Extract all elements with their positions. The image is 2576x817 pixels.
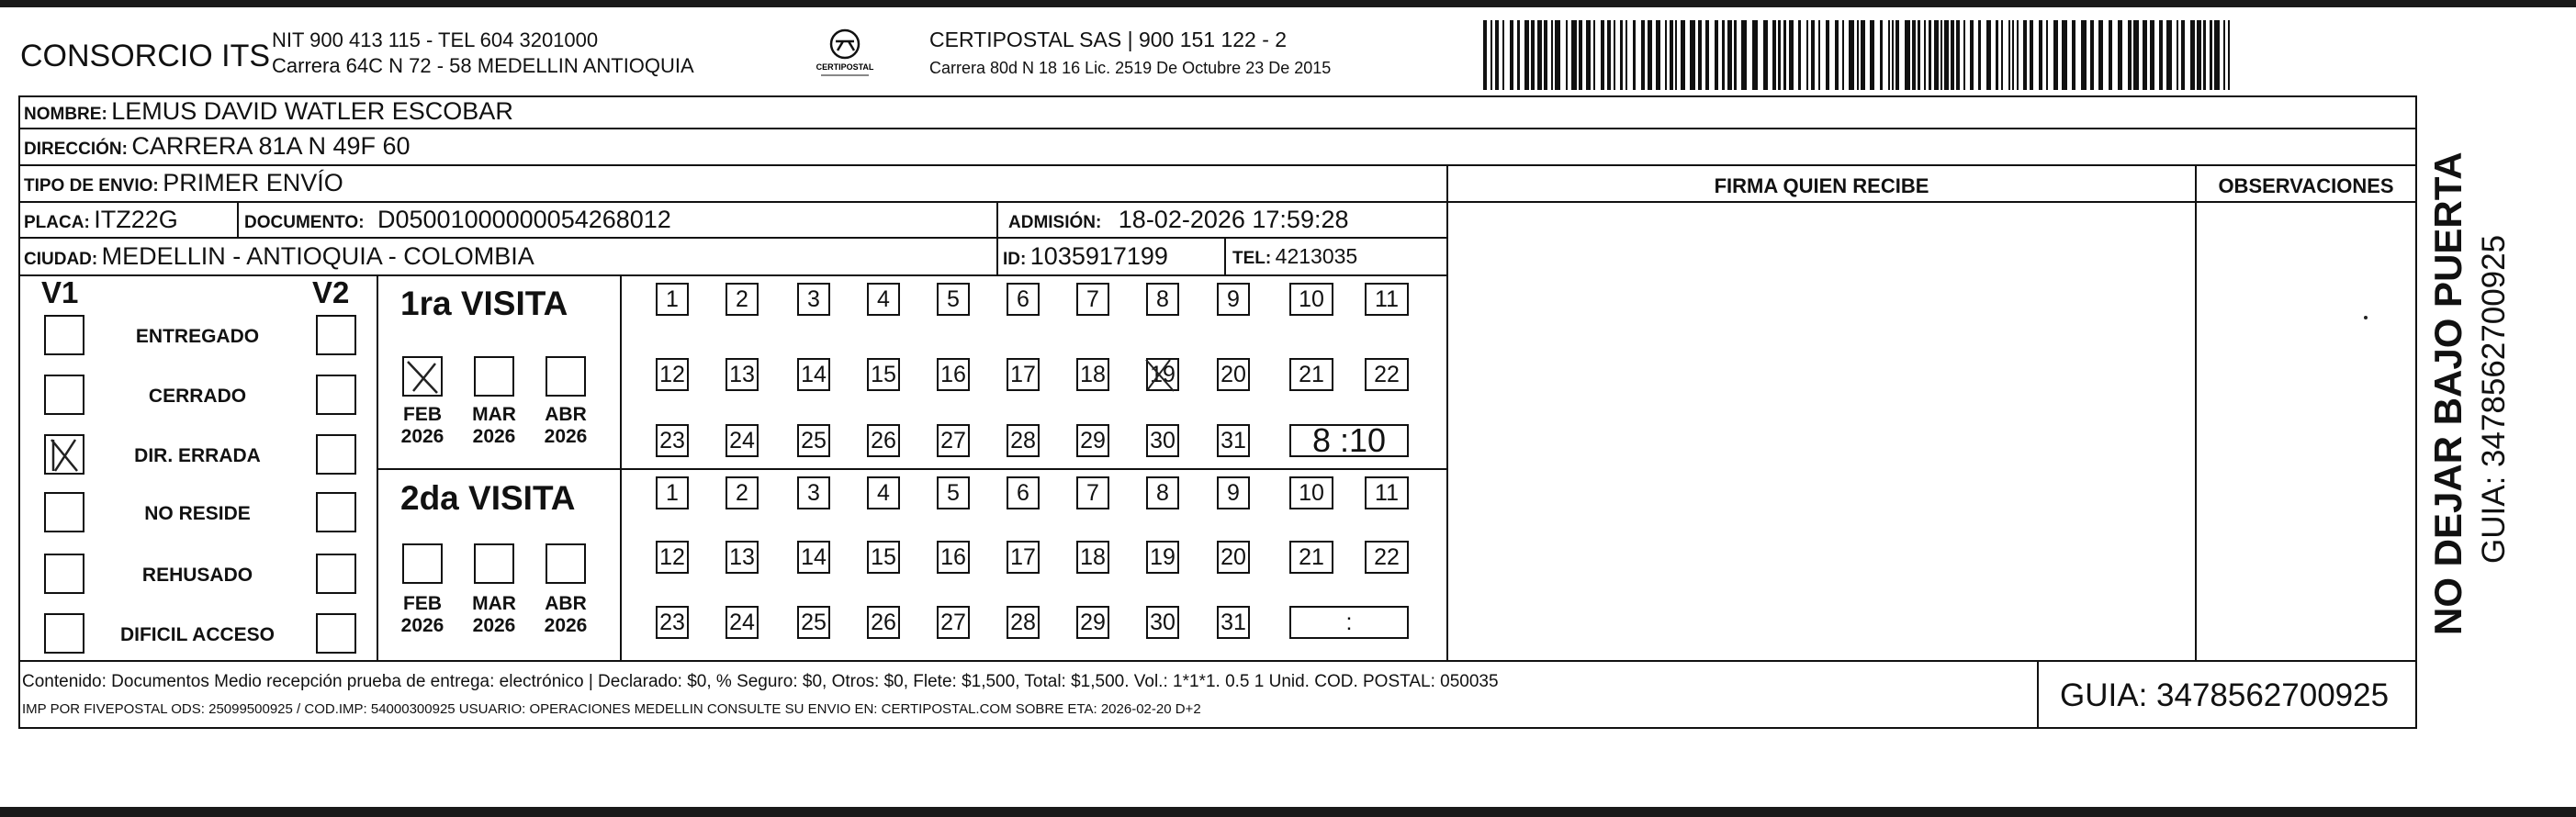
barcode-bar — [1811, 20, 1815, 90]
documento-label: DOCUMENTO: — [244, 213, 365, 232]
day-box[interactable]: 24 — [726, 424, 759, 457]
v1-checkbox[interactable] — [44, 315, 84, 355]
barcode — [1483, 20, 2232, 90]
barcode-bar — [1690, 20, 1695, 90]
observaciones-header: OBSERVACIONES — [2218, 174, 2394, 197]
status-label: NO RESIDE — [144, 503, 251, 524]
day-box[interactable]: 21 — [1289, 541, 1333, 574]
barcode-bar — [1944, 20, 1949, 90]
barcode-bar — [2008, 20, 2010, 90]
day-box[interactable]: 7 — [1076, 283, 1109, 316]
month-name: FEB — [403, 593, 442, 614]
barcode-bar — [2181, 20, 2185, 90]
day-box[interactable]: 9 — [1217, 283, 1250, 316]
month-year: 2026 — [544, 426, 588, 447]
status-label: DIFICIL ACCESO — [119, 624, 275, 645]
svg-text:CERTIPOSTAL: CERTIPOSTAL — [816, 62, 874, 72]
barcode-bar — [2166, 20, 2172, 90]
documento-value: D05001000000054268012 — [377, 206, 671, 233]
month-checkbox[interactable] — [546, 356, 586, 397]
day-box[interactable]: 13 — [726, 358, 759, 391]
tel-value: 4213035 — [1275, 244, 1358, 268]
day-box[interactable]: 30 — [1146, 424, 1179, 457]
day-box[interactable]: 21 — [1289, 358, 1333, 391]
month-year: 2026 — [472, 426, 516, 447]
barcode-bar — [1835, 20, 1839, 90]
day-box[interactable]: 28 — [1007, 606, 1040, 639]
tipo-envio-label: TIPO DE ENVIO: — [24, 176, 159, 196]
month-name: MAR — [472, 404, 516, 425]
barcode-bar — [2203, 20, 2206, 90]
placa-label: PLACA: — [24, 213, 90, 232]
barcode-bar — [1681, 20, 1685, 90]
status-label: DIR. ERRADA — [134, 445, 261, 466]
day-box[interactable]: 24 — [726, 606, 759, 639]
visit-title: 2da VISITA — [400, 479, 576, 517]
v2-header: V2 — [312, 275, 350, 309]
barcode-bar — [1880, 20, 1883, 90]
day-box[interactable]: 23 — [656, 606, 689, 639]
day-box[interactable]: 9 — [1217, 476, 1250, 509]
month-year: 2026 — [400, 615, 444, 636]
month-checkbox[interactable] — [402, 543, 443, 584]
barcode-bar — [1483, 20, 1487, 90]
barcode-bar — [2128, 20, 2132, 90]
day-box[interactable]: 4 — [867, 476, 900, 509]
barcode-bar — [2017, 20, 2019, 90]
barcode-bar — [2210, 20, 2212, 90]
barcode-bar — [2133, 20, 2139, 90]
barcode-bar — [1510, 20, 1513, 90]
barcode-bar — [1675, 20, 1677, 90]
month-label — [467, 593, 522, 637]
barcode-bar — [1571, 20, 1577, 90]
barcode-bar — [1970, 20, 1974, 90]
v2-checkbox[interactable] — [316, 492, 356, 532]
barcode-bar — [1818, 20, 1820, 90]
barcode-bar — [1648, 20, 1652, 90]
bottom-border — [0, 807, 2576, 817]
day-box[interactable]: 28 — [1007, 424, 1040, 457]
day-box[interactable]: 14 — [797, 541, 830, 574]
admision-value: 18-02-2026 17:59:28 — [1118, 206, 1349, 233]
barcode-bar — [1798, 20, 1801, 90]
v2-checkbox[interactable] — [316, 434, 356, 475]
direccion-row — [24, 132, 411, 161]
day-box[interactable]: 18 — [1076, 358, 1109, 391]
barcode-bar — [1789, 20, 1794, 90]
v2-checkbox[interactable] — [316, 375, 356, 415]
month-label — [395, 404, 450, 448]
day-box[interactable]: 22 — [1365, 541, 1409, 574]
admision-row — [1008, 206, 1349, 234]
v2-checkbox[interactable] — [316, 613, 356, 654]
barcode-bar — [1934, 20, 1939, 90]
side-guia: GUIA: 3478562700925 — [2476, 234, 2512, 564]
x-mark-icon — [404, 358, 441, 395]
top-border — [0, 0, 2576, 7]
month-checkbox[interactable] — [474, 356, 514, 397]
tel-row — [1232, 244, 1357, 269]
x-mark-icon — [1142, 358, 1179, 395]
day-box[interactable]: 4 — [867, 283, 900, 316]
day-number: 19 — [1150, 362, 1176, 387]
barcode-bar — [1806, 20, 1808, 90]
time-box[interactable]: : — [1289, 606, 1409, 639]
nombre-label: NOMBRE: — [24, 105, 107, 124]
barcode-bar — [1705, 20, 1709, 90]
v2-checkbox[interactable] — [316, 315, 356, 355]
day-box[interactable]: 19 — [1146, 541, 1179, 574]
barcode-bar — [2159, 20, 2163, 90]
barcode-bar — [1670, 20, 1673, 90]
tipo-envio-value: PRIMER ENVÍO — [163, 169, 343, 196]
barcode-bar — [1537, 20, 1542, 90]
day-box[interactable]: 20 — [1217, 541, 1250, 574]
day-box[interactable]: 26 — [867, 606, 900, 639]
day-box[interactable]: 18 — [1076, 541, 1109, 574]
no-dejar-bajo-puerta: NO DEJAR BAJO PUERTA — [2426, 151, 2469, 635]
day-box[interactable]: 30 — [1146, 606, 1179, 639]
barcode-bar — [1517, 20, 1520, 90]
barcode-bar — [2012, 20, 2014, 90]
barcode-bar — [1763, 20, 1768, 90]
day-box[interactable]: 10 — [1289, 283, 1333, 316]
month-checkbox[interactable] — [474, 543, 514, 584]
v1-header: V1 — [41, 275, 79, 309]
ciudad-label: CIUDAD: — [24, 250, 98, 269]
barcode-bar — [2190, 20, 2195, 90]
barcode-bar — [1783, 20, 1786, 90]
direccion-label: DIRECCIÓN: — [24, 140, 128, 159]
month-name: MAR — [472, 593, 516, 614]
day-box[interactable]: 2 — [726, 476, 759, 509]
barcode-bar — [1490, 20, 1492, 90]
barcode-bar — [2177, 20, 2178, 90]
barcode-bar — [2053, 20, 2058, 90]
direccion-value: CARRERA 81A N 49F 60 — [131, 132, 411, 160]
company-address: Carrera 64C N 72 - 58 MEDELLIN ANTIOQUIA — [272, 54, 694, 77]
barcode-bar — [2150, 20, 2154, 90]
month-label — [395, 593, 450, 637]
barcode-bar — [1601, 20, 1604, 90]
month-name: ABR — [545, 593, 587, 614]
barcode-bar — [1752, 20, 1758, 90]
month-checkbox[interactable] — [546, 543, 586, 584]
day-box[interactable]: 31 — [1217, 606, 1250, 639]
id-label: ID: — [1003, 250, 1027, 269]
id-value: 1035917199 — [1029, 242, 1168, 270]
barcode-bar — [1665, 20, 1667, 90]
barcode-bar — [1566, 20, 1568, 90]
barcode-bar — [2062, 20, 2067, 90]
barcode-bar — [1741, 20, 1747, 90]
nit-line: NIT 900 413 115 - TEL 604 3201000 — [272, 28, 599, 51]
barcode-bar — [2223, 20, 2225, 90]
day-box[interactable]: 3 — [797, 283, 830, 316]
day-box[interactable]: 26 — [867, 424, 900, 457]
day-box[interactable]: 15 — [867, 541, 900, 574]
day-box[interactable]: 15 — [867, 358, 900, 391]
day-box[interactable]: 17 — [1007, 541, 1040, 574]
barcode-bar — [1579, 20, 1582, 90]
footer-imp-line: IMP POR FIVEPOSTAL ODS: 25099500925 / COD.IMP: 54000300925 USUARIO: OPERACIONES MEDELLIN CONSULTE SU ENVIO EN: CERTIPOSTAL.COM SOBRE ETA: 2026-02-20 D+2 — [22, 701, 1201, 717]
barcode-bar — [1531, 20, 1535, 90]
barcode-bar — [1633, 20, 1636, 90]
day-box[interactable]: 29 — [1076, 606, 1109, 639]
barcode-bar — [2098, 20, 2103, 90]
day-box[interactable]: 6 — [1007, 283, 1040, 316]
barcode-bar — [1978, 20, 1981, 90]
month-year: 2026 — [472, 615, 516, 636]
day-box[interactable]: 17 — [1007, 358, 1040, 391]
certipostal-address: Carrera 80d N 18 16 Lic. 2519 De Octubre 23 De 2015 — [929, 59, 1332, 77]
barcode-bar — [1996, 20, 1998, 90]
id-row — [1003, 242, 1168, 271]
barcode-bar — [1861, 20, 1865, 90]
certipostal-line: CERTIPOSTAL SAS | 900 151 122 - 2 — [929, 28, 1288, 51]
barcode-bar — [1924, 20, 1926, 90]
barcode-bar — [2090, 20, 2094, 90]
company-nit — [272, 28, 694, 79]
barcode-bar — [1940, 20, 1942, 90]
barcode-bar — [2039, 20, 2042, 90]
certipostal-logo — [808, 26, 882, 81]
x-mark-icon — [46, 436, 83, 473]
day-box[interactable]: 25 — [797, 606, 830, 639]
v1-checkbox[interactable] — [44, 492, 84, 532]
month-year: 2026 — [544, 615, 588, 636]
barcode-bar — [1870, 20, 1874, 90]
company-name: CONSORCIO ITS — [20, 39, 271, 73]
tel-label: TEL: — [1232, 249, 1272, 268]
ciudad-value: MEDELLIN - ANTIOQUIA - COLOMBIA — [101, 242, 534, 270]
day-box[interactable]: 14 — [797, 358, 830, 391]
v1-checkbox[interactable] — [44, 554, 84, 594]
v1-checkbox[interactable] — [44, 434, 84, 475]
barcode-bar — [1772, 20, 1776, 90]
day-box[interactable]: 11 — [1365, 476, 1409, 509]
ciudad-row — [24, 242, 534, 271]
day-box[interactable]: 8 — [1146, 283, 1179, 316]
barcode-bar — [1555, 20, 1560, 90]
barcode-bar — [2197, 20, 2201, 90]
barcode-bar — [1698, 20, 1702, 90]
tipo-envio-row — [24, 169, 343, 197]
barcode-bar — [1614, 20, 1615, 90]
v2-checkbox[interactable] — [316, 554, 356, 594]
day-box[interactable]: 5 — [937, 283, 970, 316]
barcode-bar — [1620, 20, 1623, 90]
observaciones-dot — [2364, 316, 2368, 319]
barcode-bar — [2109, 20, 2112, 90]
day-box[interactable]: 16 — [937, 541, 970, 574]
day-box[interactable]: 23 — [656, 424, 689, 457]
barcode-bar — [1905, 20, 1910, 90]
barcode-bar — [1986, 20, 1991, 90]
barcode-bar — [1586, 20, 1591, 90]
barcode-bar — [1892, 20, 1894, 90]
barcode-bar — [1826, 20, 1829, 90]
day-box[interactable]: 12 — [656, 541, 689, 574]
day-box[interactable] — [1146, 358, 1179, 391]
barcode-bar — [1544, 20, 1547, 90]
barcode-bar — [1734, 20, 1737, 90]
day-box[interactable]: 13 — [726, 541, 759, 574]
barcode-bar — [1727, 20, 1732, 90]
placa-row — [24, 206, 178, 234]
day-box[interactable]: 12 — [656, 358, 689, 391]
barcode-bar — [1656, 20, 1660, 90]
barcode-bar — [1625, 20, 1627, 90]
barcode-bar — [1551, 20, 1553, 90]
nombre-value: LEMUS DAVID WATLER ESCOBAR — [111, 97, 513, 125]
visit-title: 1ra VISITA — [400, 285, 568, 322]
month-label — [467, 404, 522, 448]
barcode-bar — [1888, 20, 1890, 90]
barcode-bar — [1524, 20, 1529, 90]
barcode-bar — [1722, 20, 1725, 90]
month-name: ABR — [545, 404, 587, 425]
day-box[interactable]: 29 — [1076, 424, 1109, 457]
barcode-bar — [1778, 20, 1781, 90]
barcode-bar — [1963, 20, 1965, 90]
barcode-bar — [1929, 20, 1931, 90]
barcode-bar — [1857, 20, 1859, 90]
day-box[interactable]: 10 — [1289, 476, 1333, 509]
nombre-row — [24, 97, 513, 126]
month-year: 2026 — [400, 426, 444, 447]
firma-header: FIRMA QUIEN RECIBE — [1714, 174, 1929, 197]
day-box[interactable]: 3 — [797, 476, 830, 509]
barcode-bar — [2030, 20, 2033, 90]
barcode-bar — [1842, 20, 1844, 90]
day-box[interactable]: 31 — [1217, 424, 1250, 457]
day-box[interactable]: 7 — [1076, 476, 1109, 509]
barcode-bar — [1641, 20, 1645, 90]
month-name: FEB — [403, 404, 442, 425]
barcode-bar — [1593, 20, 1595, 90]
barcode-bar — [2023, 20, 2027, 90]
day-box[interactable]: 20 — [1217, 358, 1250, 391]
day-box[interactable]: 1 — [656, 283, 689, 316]
barcode-bar — [1715, 20, 1718, 90]
barcode-bar — [2143, 20, 2147, 90]
barcode-bar — [2214, 20, 2220, 90]
month-checkbox[interactable] — [402, 356, 443, 397]
day-box[interactable]: 25 — [797, 424, 830, 457]
barcode-bar — [2072, 20, 2075, 90]
guia-box: GUIA: 3478562700925 — [2060, 677, 2390, 713]
barcode-bar — [2228, 20, 2230, 90]
barcode-bar — [2081, 20, 2087, 90]
barcode-bar — [1495, 20, 1499, 90]
day-box[interactable]: 27 — [937, 606, 970, 639]
barcode-bar — [1607, 20, 1611, 90]
day-box[interactable]: 11 — [1365, 283, 1409, 316]
day-box[interactable]: 27 — [937, 424, 970, 457]
day-box[interactable]: 1 — [656, 476, 689, 509]
status-label: ENTREGADO — [135, 326, 260, 347]
barcode-bar — [1956, 20, 1960, 90]
month-label — [538, 593, 593, 637]
barcode-bar — [1918, 20, 1920, 90]
month-label — [538, 404, 593, 448]
v1-checkbox[interactable] — [44, 613, 84, 654]
day-box[interactable]: 8 — [1146, 476, 1179, 509]
status-label: CERRADO — [148, 386, 247, 407]
day-box[interactable]: 16 — [937, 358, 970, 391]
v1-checkbox[interactable] — [44, 375, 84, 415]
barcode-bar — [2046, 20, 2048, 90]
placa-value: ITZ22G — [94, 206, 178, 233]
admision-label: ADMISIÓN: — [1008, 213, 1102, 232]
day-box[interactable]: 6 — [1007, 476, 1040, 509]
barcode-bar — [1912, 20, 1916, 90]
documento-row — [244, 206, 671, 234]
barcode-bar — [2001, 20, 2003, 90]
footer-content-line: Contenido: Documentos Medio recepción prueba de entrega: electrónico | Declarado: $0, % Seguro: $0, Otros: $0, Flete: $1,500, Total: $1,500. Vol.: 1*1*1. 0.5 1 Unid. COD. POSTAL: 050035 — [22, 672, 1499, 691]
day-box[interactable]: 2 — [726, 283, 759, 316]
day-box[interactable]: 22 — [1365, 358, 1409, 391]
time-box[interactable]: 8 :10 — [1289, 424, 1409, 457]
barcode-bar — [1849, 20, 1854, 90]
day-box[interactable]: 5 — [937, 476, 970, 509]
barcode-bar — [2118, 20, 2122, 90]
status-label: REHUSADO — [141, 565, 253, 586]
barcode-bar — [1502, 20, 1504, 90]
barcode-bar — [1895, 20, 1899, 90]
barcode-bar — [1951, 20, 1954, 90]
